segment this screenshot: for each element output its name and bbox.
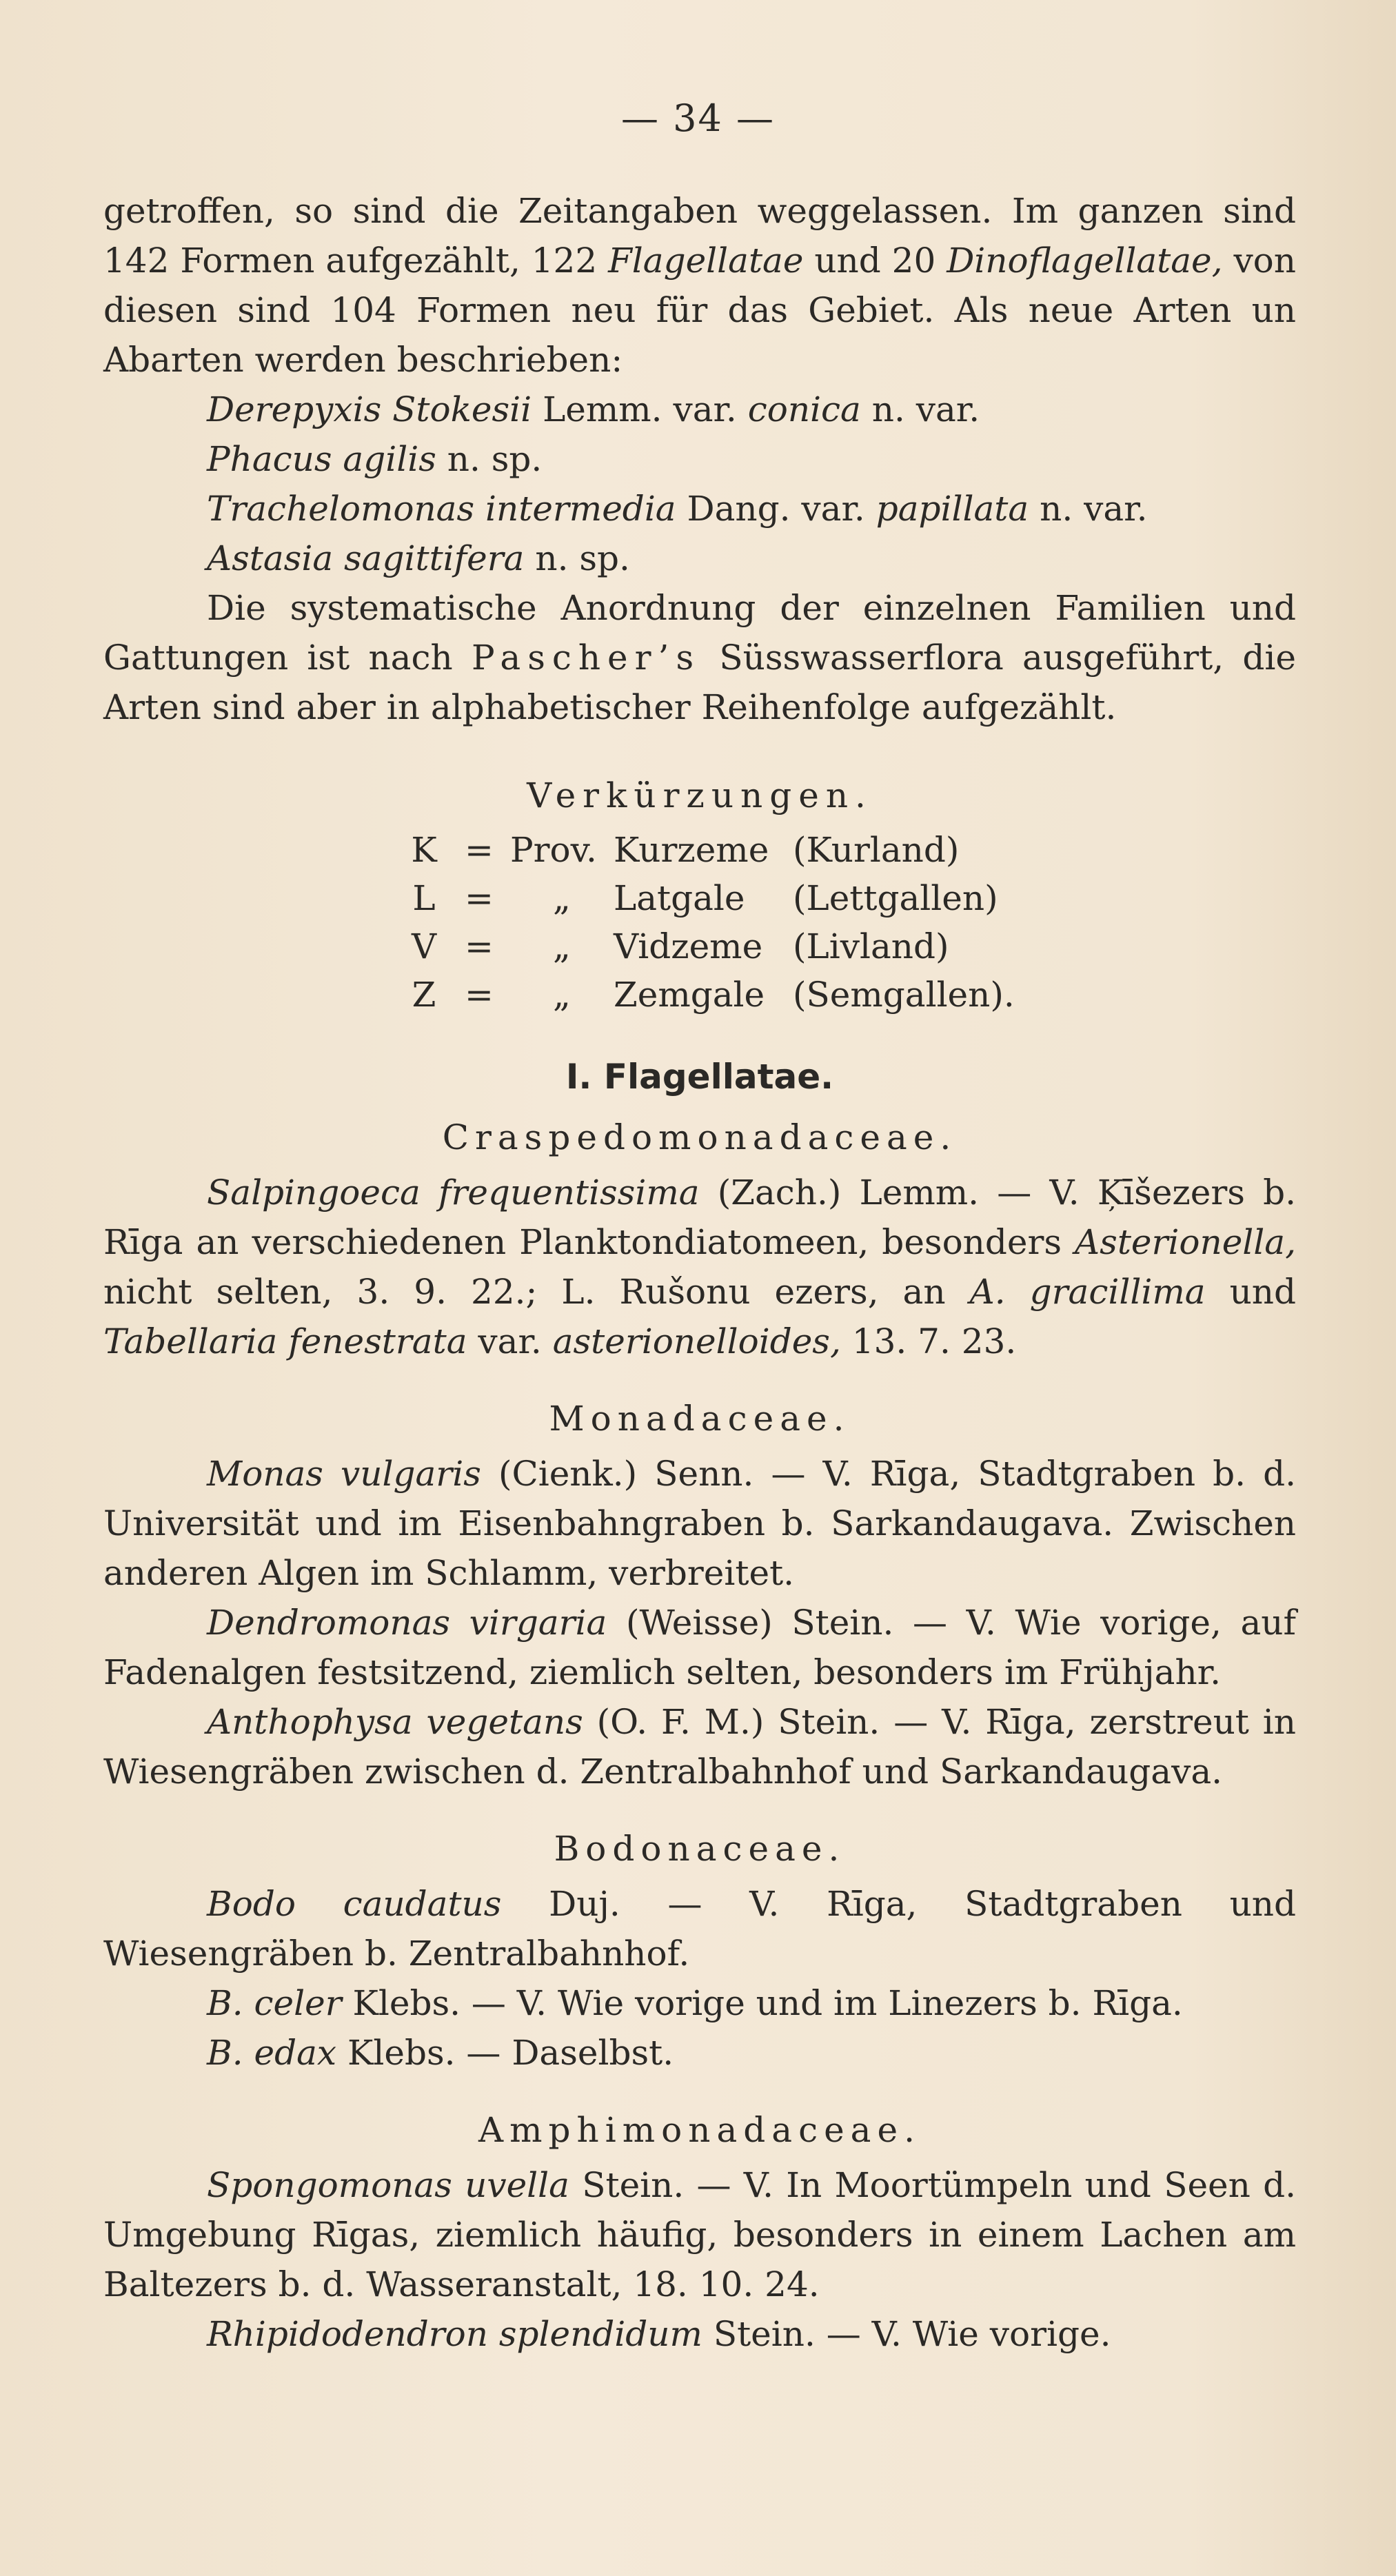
species-name: Bodo caudatus [207,1884,502,1924]
intro-text-1: getroffen, so sind die Zeitangaben weggelassen. Im ganzen sind 142 Formen aufgezählt, 122 [103,191,1296,281]
abbreviations-heading: Verkürzungen. [527,775,873,815]
abbr-row: Z = „ Zemgale (Semgallen). [412,975,1015,1015]
author-pascher: Pascher’s [471,638,701,678]
system-note: Die systematische Anordnung der einzelnen Familien und Gattungen ist nach Pascher’s Süsswasserflora ausgeführt, die Arten sind aber in alphabetischer Reihenfolge aufgezählt. [103,588,1296,727]
new-taxon-4: Astasia sagittifera n. sp. [207,538,630,578]
abbr-row: L = „ Latgale (Lettgallen) [412,878,998,918]
intro-dinoflagellatae: Dinoflagellatae, [947,241,1223,281]
species-name: Anthophysa vegetans [207,1702,583,1742]
intro-and: und 20 [814,241,936,281]
species-name: Monas vulgaris [207,1454,481,1494]
species-name: Salpingoeca frequentissima [207,1173,700,1213]
family-heading: Bodonaceae. [554,1829,846,1869]
intro-text-2: von diesen sind 104 Formen neu für das Gebiet. Als neue Arten un Abarten werden beschrieben: [103,241,1296,380]
species-entry: Anthophysa vegetans (O. F. M.) Stein. — V. Rīga, zerstreut in Wiesengräben zwischen d. Zentralbahnhof und Sarkandaugava. [103,1702,1296,1792]
family-heading: Monadaceae. [549,1399,851,1439]
species-entry: B. edax Klebs. — Daselbst. [207,2033,674,2073]
new-taxon-1: Derepyxis Stokesii Lemm. var. conica n. var. [207,389,980,429]
species-name: B. edax [207,2033,337,2073]
page-number: — 34 — [620,97,776,140]
family-heading: Amphimonadaceae. [478,2110,921,2150]
species-name: Rhipidodendron splendidum [207,2314,702,2354]
intro-flagellatae: Flagellatae [608,241,804,281]
new-taxon-3: Trachelomonas intermedia Dang. var. papillata n. var. [207,489,1148,529]
abbr-row: K = Prov. Kurzeme (Kurland) [411,830,960,870]
species-entry: Salpingoeca frequentissima (Zach.) Lemm. — V. Ķīšezers b. Rīga an verschiedenen Planktondiatomeen, besonders Asterionella, nicht selten, 3. 9. 22.; L. Rušonu ezers, an A. gracillima und Tabellaria fenestrata var. asterionelloides, 13. 7. 23. [103,1173,1296,1361]
species-entry: Rhipidodendron splendidum Stein. — V. Wie vorige. [207,2314,1111,2354]
new-taxon-2: Phacus agilis n. sp. [207,439,543,479]
species-entry: Monas vulgaris (Cienk.) Senn. — V. Rīga, Stadtgraben b. d. Universität und im Eisenbahngraben b. Sarkandaugava. Zwischen anderen Algen im Schlamm, verbreitet. [103,1454,1296,1593]
page-body [103,186,1296,2359]
species-name: Spongomonas uvella [207,2165,569,2205]
species-name: B. celer [207,1983,342,2023]
species-name: Dendromonas virgaria [207,1603,607,1643]
abbreviations-table [400,826,1015,1019]
species-entry: Dendromonas virgaria (Weisse) Stein. — V. Wie vorige, auf Fadenalgen festsitzend, ziemlich selten, besonders im Frühjahr. [103,1603,1296,1692]
species-entry: Bodo caudatus Duj. — V. Rīga, Stadtgraben und Wiesengräben b. Zentralbahnhof. [103,1884,1296,1974]
abbr-row: V = „ Vidzeme (Livland) [411,926,949,966]
species-entry: Spongomonas uvella Stein. — V. In Moortümpeln und Seen d. Umgebung Rīgas, ziemlich häufig, besonders in einem Lachen am Baltezers b. d. Wasseranstalt, 18. 10. 24. [103,2165,1296,2304]
species-entry: B. celer Klebs. — V. Wie vorige und im Linezers b. Rīga. [207,1983,1183,2023]
family-heading: Craspedomonadaceae. [442,1117,958,1157]
intro-paragraph [103,186,1296,385]
section-heading: I. Flagellatae. [565,1057,834,1097]
